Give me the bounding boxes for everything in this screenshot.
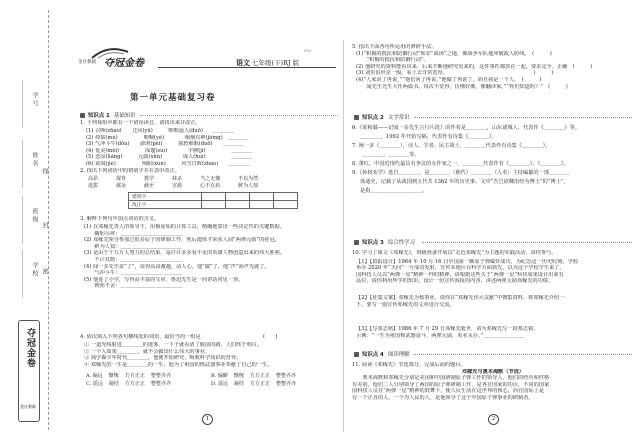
q10-part-2-line: 【2】【征集文案】邓稼先为核事业，请你在“邓稼先伟大贡献”中搜集资料，将邓稼先介绍一 [356, 294, 565, 301]
q3-line: 不计其数：＿＿＿＿＿＿＿＿＿＿＿＿ [84, 256, 183, 263]
section-2-mark [354, 115, 359, 120]
page-code: 002 [304, 48, 312, 53]
answer-space[interactable] [352, 308, 634, 326]
reading-title: 邓稼先与奥本海默（节选） [461, 368, 525, 375]
q2-table-label: 错别字 [129, 193, 202, 201]
brand-vertical-small: 金社教辅 [20, 404, 36, 409]
literature-questions [352, 124, 634, 196]
reading-line: 有一个正直的人，一个为人民的人，是他领导了这个中国原子弹事业的研制者。 [352, 394, 534, 401]
q5-line: “积极的抵抗和防御行动”。 [356, 57, 429, 64]
q5-text: 5. 指出下面各句所运用的修辞手法。 [352, 44, 437, 50]
school-line [22, 250, 23, 298]
q2-table-label: 改正字 [129, 201, 202, 209]
q3-text: 3. 解释下列句中加点词语的含义。 [80, 216, 160, 222]
q11-block [352, 362, 634, 402]
q1-text: 1. 下列每组中都有一个错误读音，请找出来并改正。 [80, 120, 201, 126]
q2-word: 心不在焉 [200, 183, 221, 189]
q4-option-d[interactable]: D. 遥远 凝结 方方正正 整整齐齐 [211, 381, 297, 387]
seal-line-mark: 线 [41, 168, 48, 176]
q3-line: (3) 是由于千万万人努力的总结果，是许许多多看不见的英雄人物创造出来的伟大胜利。 [84, 250, 285, 257]
q2-word-grid [88, 176, 338, 190]
q5-line: 闻先生先生大作两篇书，每次不觉得，仿佛好像，像翻译家，”“你们知道吗？” ( ) [356, 83, 568, 90]
q4-line: ② 一个人如果＿＿＿＿，就不会做出什么伟大的事业。 [84, 348, 211, 355]
q10-part-1-line: 【1】【拟报设计】1964 年 10 月 16 日中国第一颗原子弹爆炸成功，为纪念这一历史时刻，学校 [356, 258, 579, 265]
answer-cell[interactable] [250, 193, 274, 201]
q4-option-c[interactable]: C. 遥远 凝结 方方正正 整整齐齐 [86, 381, 171, 387]
q2-word: 高昂 [88, 176, 99, 182]
q1-row: (6) 衰竭(jié) 殉职(xún) 风雪日晖(zhào) ＿＿＿＿ [86, 160, 250, 167]
page-title: 第一单元基础复习卷 [130, 93, 216, 103]
q5-line: (1)“积极的抵抗和防御行动”和非“战场”之地，像战争军队地冲破敌人防线。 ( ) [356, 50, 552, 57]
q10-text: 10. 学习了课文《邓稼先》，班级准备开展以“走近邓稼先”为主题的实践活动，请你参与。 [352, 250, 557, 256]
q2-word: 鲜为人知 [238, 183, 259, 189]
q2-word: 不以为然 [238, 176, 259, 182]
q10-part-2-line: 下，要写一篇宣传邓稼先的文章进行交流。 [356, 301, 455, 308]
seal-mi-mark: 密 [41, 268, 48, 276]
q10-part-3-line: 【3】【写墓志铭】1986 年 7 月 29 日邓稼先逝世，请为邓稼先写一段墓志铭。 [356, 326, 539, 333]
section-2-tag: 知识点 2 [362, 115, 384, 121]
q3-line: (2) 邓稼先领导参加过很多原子的研制工作，死后遗体才荣获人间“两弹元勋”的桂冠。 [84, 237, 280, 244]
page-number-1: 1 [202, 414, 213, 425]
q10-part-1-line: 国科技人员以“两弹一星”精神一样的精神。请根据这些关于“两弹一星”科技成果设计出来有 [356, 271, 564, 278]
q2-correction-table [128, 192, 298, 209]
section-1-name: 基础知识 [114, 113, 136, 119]
q2-word: 探背 [116, 176, 127, 182]
q5-line: (2) 他研究的资料能看出来，后来不断地研究出来的，这件事件都放在一起，要求完全、正确 ( ) [356, 63, 593, 70]
q4-line: ④ 邓稼先的一生是＿＿＿＿的一生，他为了祖国的核武器事业奉献了自己的一生。 [84, 361, 273, 368]
q6-text-cont: ＿＿＿＿，1992 年开始写稿，代表作有诗集《＿＿＿＿》。 [360, 134, 497, 140]
section-3-tag: 知识点 3 [362, 240, 384, 246]
q5-line: (4)“人家说了再说，”“他们问了再说，”他做了再说了，而且我是一个人。 ( ) [356, 76, 542, 83]
student-number-label: 学号 [31, 92, 38, 108]
section-2-name: 文学常识 [388, 115, 410, 121]
q2-word: 选拔 [88, 183, 99, 189]
q2-word: 郝金 [116, 183, 127, 189]
q10-part-1 [352, 259, 634, 285]
q4-option-a[interactable]: A. 偏远 惭愧 方方正正 整整齐齐 [86, 373, 171, 379]
section-3-rule [422, 242, 632, 243]
section-4-tag: 知识点 4 [362, 352, 384, 358]
q2-word: 截至 [144, 183, 155, 189]
q2-word: 宣源 [172, 183, 183, 189]
page-number-2: 2 [488, 414, 499, 425]
q2-word: 当之无愧 [200, 176, 221, 182]
answer-cell[interactable] [274, 193, 298, 201]
q9-text-cont: 体通史，记载了从战国到五代共 1362 年的历史事。文中“吾岂欲卿治经为博士”的“博士”， [360, 179, 569, 185]
q4-text: 4. 依次填入下列各句横线处的词语，最恰当的一组是 ( ) [80, 334, 278, 340]
section-1-rule [140, 115, 338, 116]
q1-row: (4) 优美(měi) 深邃(suì) 丰腴(jǐ) ＿＿＿＿ [86, 147, 253, 154]
subject-label: 语文 [236, 58, 250, 67]
section-2-rule [414, 117, 632, 118]
q3-line: 鲜为人知：＿＿＿＿＿＿＿＿＿＿＿＿ [84, 243, 183, 250]
q8-text: 8. 萧红，中国近现代最具有争议的女作家之一，＿＿＿＿代表作有《＿＿＿＿》、《＿＿＿＿》。 [352, 161, 569, 167]
school-label: 学校 [31, 262, 38, 278]
logo-main-text: 夺冠金卷 [104, 58, 144, 69]
answer-cell[interactable] [226, 193, 250, 201]
grade-label: 七年级(下)RJ 版 [252, 59, 300, 67]
class-label: 班级 [31, 208, 38, 224]
reading-line: 奥本海默和邓稼先分别是美国和中国研制原子弹工作的领导人，他们的经历和性格 [352, 375, 550, 382]
q1-options [86, 128, 338, 168]
q10-part-3-line: 示例：“一生为祖国核武器奋斗，两弹元勋，英名永存。”＿＿＿＿＿＿＿＿ [356, 332, 525, 339]
reading-line: 国科技人员在“两弹一星”精神的鼓舞下，使人民生活在这世界的核心，而在国际上是 [352, 388, 545, 395]
seal-feng-mark: 封 [41, 222, 48, 230]
binding-dashed-line [48, 10, 49, 430]
section-1-tag: 知识点 1 [88, 113, 110, 119]
q4-line: ① 一道光线射进＿＿＿＿的迷雾，一下子就看清了眼前的路，人们终于明白。 [84, 342, 263, 348]
q10-part-1-line: 品位，请你利用所学的知识，设计一份宣传海报的内容，讲述两弹元勋邓稼先的功绩。 [356, 278, 554, 285]
q9-text-cont2: 是指＿＿＿＿＿＿＿＿＿＿。 [360, 188, 428, 194]
q2-word: 教学 [144, 176, 155, 182]
logo-small-text: 金社教辅 [78, 60, 96, 65]
brand-vertical-title: 夺冠金卷 [25, 328, 35, 368]
class-line [22, 196, 23, 244]
q1-row: (2) 仰慕(mù) 哽咽(yè) 炯炯有神(jiǒng) ＿＿＿＿ [86, 134, 249, 141]
q1-row: (3) 气冲斗牛(dǒu) 澎湃(péi) 探愁难眠(duō) ＿＿＿＿ [86, 141, 244, 148]
q7-text: 7. 阐一多（＿＿＿＿），诗人、学者、民主战士，＿＿＿＿代表作有诗集《＿＿＿＿》， [352, 143, 551, 149]
name-label: 姓名 [31, 152, 38, 168]
answer-cell[interactable] [202, 193, 226, 201]
q1-row: (1) 召唤(zhào) 迂回(yū) 咄咄逼人(duō) ＿＿＿＿ [86, 128, 235, 134]
q10-part-2 [352, 295, 634, 308]
q10-block [352, 250, 634, 339]
q3-line: (5) 他进了小学，写得高丰富的文章，鲁迅先生是一向讲话常见一顶。 [84, 276, 244, 283]
section-4-mark [354, 352, 359, 357]
reading-line: 有差别，他们二人分别领导了两国的原子弹研制工作，是各自国家的功臣，不同的国家 [352, 381, 550, 388]
answer-cell[interactable] [202, 201, 226, 209]
q3-line: (4) 闻一多先生说“了”，说得高昂激越，动人心，他“做”了，他“声”而声先就了。 [84, 263, 270, 270]
q4-option-b[interactable]: B. 偏僻 惭愧 方方正正 整整齐齐 [211, 373, 296, 379]
section-3-mark [354, 240, 359, 245]
q1-row: (5) 悲凉(liáng) 元勋(xūn) 诲人(huì) ＿＿＿＿ [86, 154, 253, 161]
q3-line: 锲而不舍：＿＿＿＿＿＿＿＿＿＿＿＿ [84, 283, 183, 290]
q6-text: 6.《说和做——记闻一多先生言行片段》的作者是＿＿＿＿，山东诸城人，代表作《＿＿＿＿》等。 [352, 125, 581, 131]
q11-text: 11. 阅读《邓稼先》节选部分，完成后面的题目。 [352, 362, 466, 368]
q3-line: 气冲斗牛：＿＿＿＿＿＿＿＿＿＿＿＿ [84, 270, 183, 277]
q2-word: 抹杀 [172, 176, 183, 182]
answer-cell[interactable] [226, 201, 250, 209]
q5-items [352, 51, 634, 91]
section-4-name: 阅读理解 [388, 352, 410, 358]
q4-options [86, 372, 340, 388]
q9-text: 9.《孙权劝学》选自＿＿＿＿，是＿＿＿＿（朝代）＿＿＿＿（人名）主持编纂的一部＿＿＿＿ [352, 170, 570, 176]
section-1-mark [80, 113, 85, 118]
answer-cell[interactable] [274, 201, 298, 209]
q3-line: (1) 在邓稼先等人的领导下，用极原始的计算工具，精确地算出一些决定性的关键数据。 [84, 224, 285, 230]
answer-cell[interactable] [250, 201, 274, 209]
answer-space[interactable] [352, 285, 634, 295]
q4-line: ③ 钱学森少年时代＿＿＿＿，他便开始研究、吸收科学知识的营养。 [84, 355, 242, 362]
q3-line: 鞠躬尽瘁：＿＿＿＿＿＿＿＿＿＿＿＿ [84, 230, 183, 237]
q10-part-3 [352, 326, 634, 339]
q7-text-cont: ＿＿＿＿、＿＿＿＿等。 [352, 152, 420, 158]
page-divider [343, 40, 344, 432]
student-number-line [22, 80, 23, 128]
q5-line: (3) 刘伯伯坦克一般，看上去非常宽厚。 ( ) [356, 70, 554, 77]
q3-items [84, 224, 338, 290]
q2-text: 2. 找出下列词语中的错别字并在表中改正。 [80, 168, 180, 174]
section-4-rule [414, 354, 632, 355]
q10-part-1-line: 举办 2020 年“天问”一号成功发射，宣传本地区在科学方面领先，以为这个学校学生来了， [356, 265, 565, 272]
name-line [22, 140, 23, 188]
page-2 [352, 44, 634, 90]
section-3-name: 综合性学习 [388, 240, 415, 246]
q4-items [84, 342, 338, 368]
